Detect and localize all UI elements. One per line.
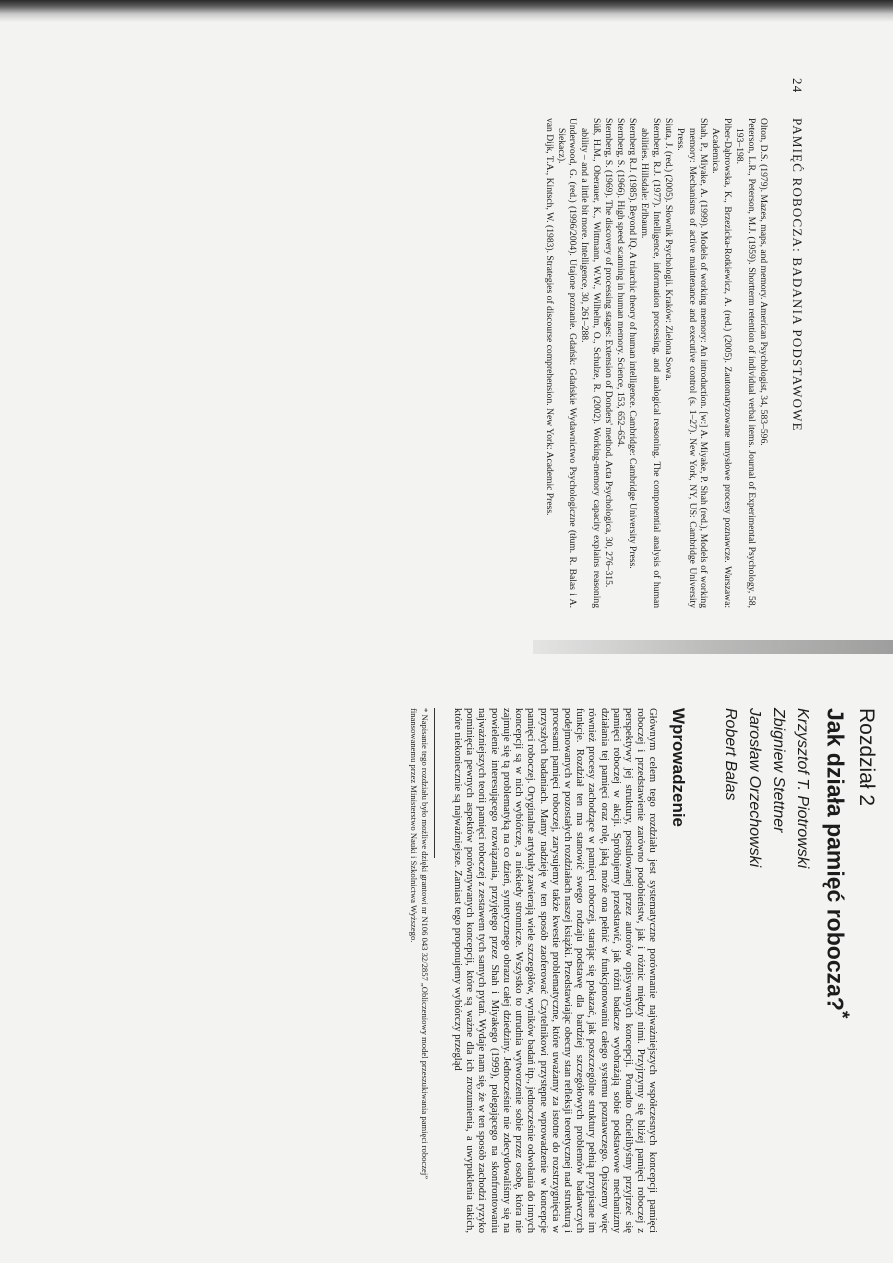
reference-item: Piber-Dąbrowska, K., Brzezicka-Rotkiewicz, A. (red.) (2005). Zautomatyzowane umysłowe procesy poznawcze. Warszawa: Academica. — [710, 118, 734, 608]
reference-item: Sternberg R.J. (1985). Beyond IQ. A triarchic theory of human intelligence. Cambridge: Cambridge University Press. — [627, 118, 639, 569]
footnote-divider — [434, 708, 435, 858]
running-head-title: PAMIĘĆ ROBOCZA: BADANIA PODSTAWOWE — [790, 118, 805, 432]
author-name: Zbigniew Stettner — [770, 708, 788, 833]
left-page — [505, 78, 805, 608]
reference-item: Siuta, J. (red.) (2005). Słownik Psychologii. Kraków: Zielona Sowa. — [662, 118, 674, 381]
reference-item: Shah, P., Miyake, A. (1999). Models of working memory: An introduction. [w:] A. Miyake, P. Shah (red.), Models of working memory: Mechanisms of active maintenance and executive control (s. 1–27). New York, NY, US: Cambridge University Press. — [674, 118, 710, 608]
footnote: * Napisanie tego rozdziału było możliwe dzięki grantowi nr N106 043 32/2857 „Obliczeniowy model przeszukiwania pamięci roboczej” finansowanemu przez Ministerstwo Nauki i Szkolnictwa Wyższego. — [409, 708, 430, 1180]
chapter-label: Rozdział 2 — [855, 708, 878, 807]
running-head — [789, 78, 805, 608]
chapter-title-text: Jak działa pamięć robocza? — [822, 708, 849, 1011]
reference-item: Underwood, G. (red.) (1996/2004). Utajone poznanie. Gdańsk: Gdańskie Wydawnictwo Psychologiczne (tłum. R. Balas i A. Siekacz). — [555, 118, 579, 608]
book-spine-shadow — [533, 640, 893, 654]
author-name: Krzysztof T. Piotrowski — [794, 708, 812, 869]
scan-edge-shadow — [0, 0, 893, 22]
reference-item: Süß, H.M., Oberauer, K., Wittmann, W.W., Wilhelm, O., Schulze, R. (2002). Working-memory capacity explains reasoning ability – and a little bit more. Intelligence, 30, 261–288. — [579, 118, 603, 608]
page-number: 24 — [790, 78, 805, 94]
section-heading: Wprowadzenie — [669, 708, 689, 828]
reference-item: Sternberg, R.J. (1977). Intelligence, information processing, and analogical reasoning. The componential analysis of human abilities. Hillsdale: Erlbaum. — [638, 118, 662, 608]
reference-list — [543, 118, 769, 608]
reference-item: Peterson, L.R., Peterson, M.J. (1959). Shortterm retention of individual verbal items. Journal of Experimental Psychology, 58, 193–198. — [734, 118, 758, 608]
reference-item: Sternberg, S. (1969). The discovery of processing stages: Extension of Donders' method. Acta Psychologica, 30, 276–315. — [603, 118, 615, 588]
reference-item: Olton, D.S. (1979). Mazes, maps, and memory. American Psychologist, 34, 583–596. — [758, 118, 769, 446]
chapter-title — [822, 708, 854, 1233]
reference-item: Sternberg, S. (1966). High speed scanning in human memory. Science, 153, 652–654. — [615, 118, 627, 448]
chapter-title-footnote-mark: * — [831, 1010, 852, 1019]
reference-item: van Dijk, T.A., Kintsch, W. (1983). Strategies of discourse comprehension. New York: Academic Press. — [543, 118, 555, 516]
right-page — [409, 668, 878, 1233]
author-name: Jarosław Orzechowski — [746, 708, 764, 868]
body-paragraph: Głównym celem tego rozdziału jest systematyczne porównanie najważniejszych współczesnych koncepcji pamięci roboczej i przedstawienie zarówno podobieństw, jak i różnic między nimi. Przyjrzymy się bliżej pamięci roboczej z perspektywy jej struktury, postulowanej przez autorów opisywanych koncepcji. Ponadto chcielibyśmy przyjrzeć się pamięci roboczej w akcji. Spróbujemy przedstawić, jak różni badacze wyobrażają sobie podstawowe mechanizmy działania tej pamięci oraz rolę, jaką może ona pełnić w funkcjonowaniu całego systemu poznawczego. Opiszemy więc również procesy zachodzące w pamięci roboczej, starając się pokazać, jak poszczególne struktury pełnią przypisane im funkcje. Rozdział ten ma stanowić swego rodzaju podstawę dla bardziej szczegółowych problemów badawczych podejmowanych w pozostałych rozdziałach naszej książki. Przedstawiając obecny stan refleksji teoretycznej nad strukturą i procesami pamięci roboczej, zarysujemy także kwestie problematyczne, które uważamy za istotne do rozstrzygnięcia w przyszłych badaniach. Mamy nadzieję w ten sposób zaoferować Czytelnikowi przystępne wprowadzenie w koncepcje pamięci roboczej. Oryginalne artykuły zawierają wiele szczegółów, wyników badań itp., jednocześnie odwołania do innych koncepcji są w nich wybiórcze, a niekiedy stronnicze. Wszystko to utrudnia wytworzenie sobie przez osobę, która nie zajmuje się tą problematyką na co dzień, syntetycznego obrazu całej dziedziny. Jednocześnie nie zdecydowaliśmy się na powielenie interesującego rozwiązania, przyjętego przez Shah i Miyakego (1999), polegającego na skonfrontowaniu najważniejszych teorii pamięci roboczej z zestawem tych samych pytań. Wydaje nam się, że w ten sposób zachodzi ryzyko pominięcia pewnych aspektów porównywanych koncepcji, które są ważne dla ich zrozumienia, a uwypuklenia takich, które niekoniecznie są najważniejsze. Zamiast tego proponujemy wybiórczy przegląd — [452, 708, 659, 1233]
author-name: Robert Balas — [722, 708, 740, 801]
